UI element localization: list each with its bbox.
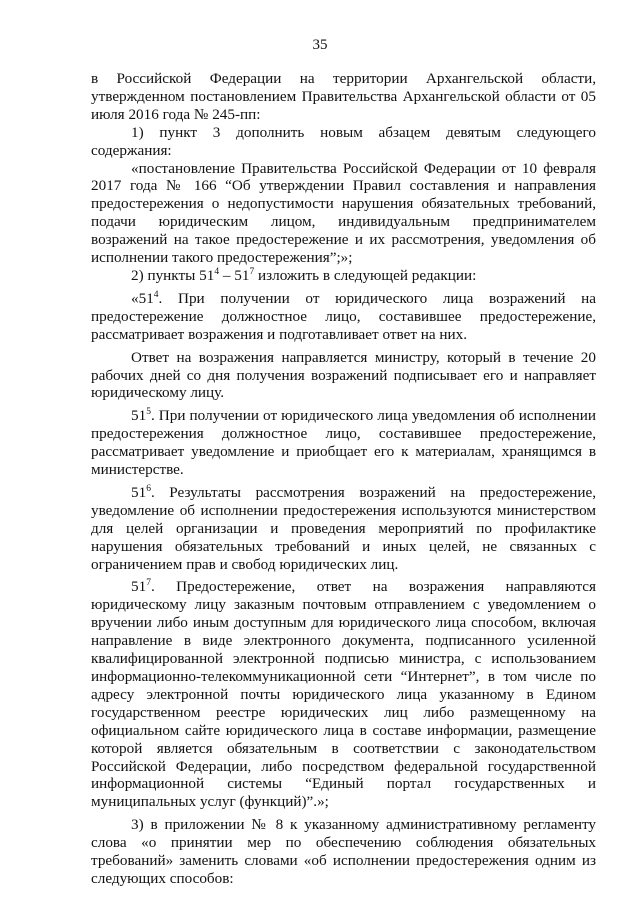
superscript: 7 bbox=[146, 578, 151, 589]
superscript: 5 bbox=[146, 407, 151, 418]
page-number: 35 bbox=[312, 37, 328, 53]
paragraph-item-1: 1) пункт 3 дополнить новым абзацем девятым следующего содержания: bbox=[91, 123, 596, 159]
document-body bbox=[91, 70, 596, 888]
text-fragment: . Результаты рассмотрения возражений на предостережение, уведомление об исполнении предостережения используются министерством для целей организации и проведения мероприятий по профилактике нарушения обязательных требований и иных целей, не связанных с ограничением прав и свобод юридических лиц. bbox=[91, 483, 596, 573]
paragraph-51-7 bbox=[91, 578, 596, 811]
paragraph-51-5 bbox=[91, 407, 596, 479]
paragraph-response: Ответ на возражения направляется министру, который в течение 20 рабочих дней со дня получения возражений подписывает его и направляет юридическому лицу. bbox=[91, 348, 596, 402]
superscript: 4 bbox=[153, 289, 159, 300]
paragraph-intro: в Российской Федерации на территории Архангельской области, утвержденном постановлением Правительства Архангельской области от 05 июля 2016 года № 245-пп: bbox=[91, 70, 596, 123]
text-fragment: изложить в следующей редакции: bbox=[254, 266, 477, 284]
paragraph-51-4 bbox=[91, 290, 596, 344]
superscript: 7 bbox=[249, 266, 255, 277]
text-fragment: 51 bbox=[131, 578, 147, 596]
text-fragment: . Предостережение, ответ на возражения направляются юридическому лицу заказным почтовым отправлением с уведомлением о вручении либо иным доступным для юридического лица способом, включая направление в виде электронного документа, подписанного усиленной квалифицированной электронной подписью министра, с использованием информационно-телекоммуникационной сети “Интернет”, в том числе по адресу электронной почты юридического лица указанному в Едином государственном реестре юридических лиц либо размещенному на официальном сайте юридического лица в составе информации, размещение которой является обязательным в соответствии с законодательством Российской Федерации, либо посредством федеральной государственной информационной системы “Единый портал государственных и муниципальных услуг (функций)”.»; bbox=[91, 578, 596, 811]
text-fragment: 51 bbox=[131, 407, 147, 425]
paragraph-item-3: 3) в приложении № 8 к указанному административному регламенту слова «о принятии мер по обеспечению соблюдения обязательных требований» заменить словами «об исполнении предостережения одним из следующих способов: bbox=[91, 816, 596, 887]
paragraph-quoted-decree: «постановление Правительства Российской Федерации от 10 февраля 2017 года № 166 “Об утверждении Правил составления и направления предостережения о недопустимости нарушения обязательных требований, подачи юридическим лицом, индивидуальным предпринимателем возражений на такое предостережение и их рассмотрения, уведомления об исполнении такого предостережения”;»; bbox=[91, 159, 596, 267]
superscript: 4 bbox=[214, 266, 220, 277]
text-fragment: – 51 bbox=[219, 266, 250, 284]
paragraph-item-2 bbox=[91, 267, 596, 285]
text-fragment: 2) пункты 51 bbox=[131, 266, 215, 284]
paragraph-51-6 bbox=[91, 484, 596, 574]
text-fragment: 51 bbox=[131, 483, 147, 501]
superscript: 6 bbox=[146, 483, 151, 494]
text-fragment: «51 bbox=[131, 289, 154, 307]
text-fragment: . При получении от юридического лица возражений на предостережение должностное лицо, составившее предостережение, рассматривает возражения и подготавливает ответ на них. bbox=[91, 289, 596, 343]
text-fragment: . При получении от юридического лица уведомления об исполнении предостережения должностное лицо, составившее предостережение, рассматривает уведомление и приобщает его к материалам, хранящимся в министерстве. bbox=[91, 407, 596, 479]
